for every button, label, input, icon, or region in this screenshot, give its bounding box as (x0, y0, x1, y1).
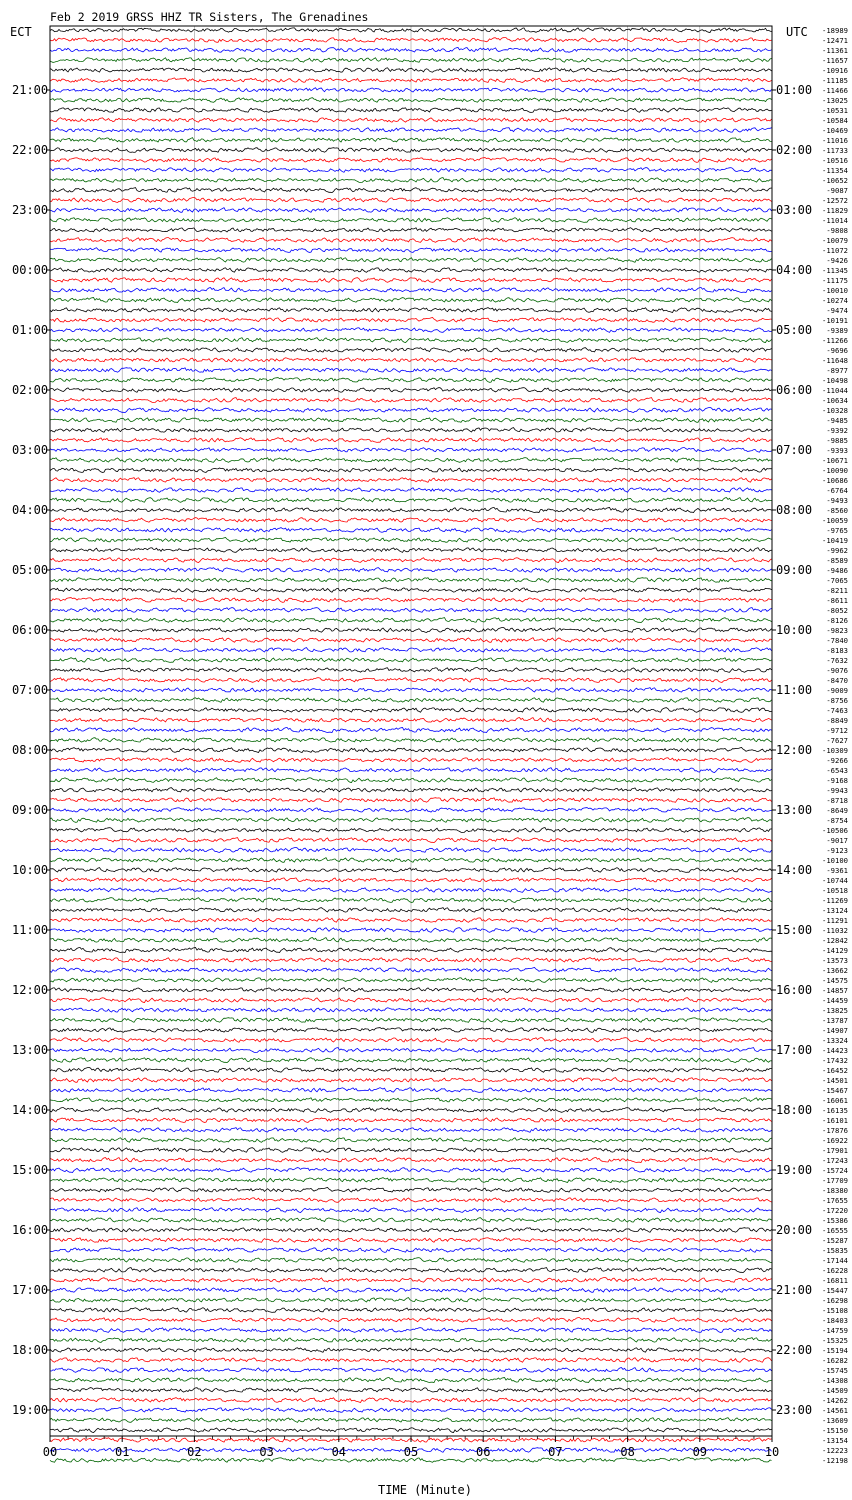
right-hour-axis (772, 83, 812, 1417)
trace-value-label: -11733 (822, 146, 848, 155)
left-hour-label: 16:00 (12, 1223, 49, 1237)
trace-value-label: -18380 (822, 1186, 848, 1195)
trace-value-label: -9087 (826, 186, 848, 195)
trace-value-label: -8470 (826, 676, 848, 685)
trace-value-label: -10419 (822, 536, 848, 545)
x-tick-label: 00 (42, 1445, 58, 1459)
trace-value-label: -10309 (822, 746, 848, 755)
trace-value-label: -9392 (826, 426, 848, 435)
left-hour-label: 17:00 (12, 1283, 49, 1297)
trace-value-label: -14308 (822, 1376, 848, 1385)
trace-value-label: -17220 (822, 1206, 848, 1215)
left-hour-label: 12:00 (12, 983, 49, 997)
trace-value-label: -10584 (822, 116, 848, 125)
trace-value-label: -15835 (822, 1246, 848, 1255)
trace-value-label: -14575 (822, 976, 848, 985)
right-hour-label: 02:00 (776, 143, 813, 157)
trace-value-label: -8211 (826, 586, 848, 595)
right-hour-label: 08:00 (776, 503, 813, 517)
trace-value-label: -13154 (822, 1436, 848, 1445)
trace-value-label: -16061 (822, 1096, 848, 1105)
right-hour-label: 03:00 (776, 203, 813, 217)
x-tick-label: 01 (114, 1445, 130, 1459)
x-tick-label: 09 (692, 1445, 708, 1459)
x-tick-label: 06 (475, 1445, 491, 1459)
trace-value-label: -10652 (822, 176, 848, 185)
trace-value-label: -9962 (826, 546, 848, 555)
trace-value-label: -15386 (822, 1216, 848, 1225)
right-hour-label: 14:00 (776, 863, 813, 877)
chart-title: Feb 2 2019 GRSS HHZ TR Sisters, The Grenadines (50, 10, 369, 24)
right-hour-label: 16:00 (776, 983, 813, 997)
trace-value-label: -9696 (826, 346, 848, 355)
right-hour-label: 07:00 (776, 443, 813, 457)
left-hour-label: 18:00 (12, 1343, 49, 1357)
trace-value-label: -10634 (822, 396, 848, 405)
trace-value-label: -6543 (826, 766, 848, 775)
trace-value-label: -16555 (822, 1226, 848, 1235)
right-hour-label: 01:00 (776, 83, 813, 97)
left-hour-label: 14:00 (12, 1103, 49, 1117)
trace-value-label: -9426 (826, 256, 848, 265)
trace-value-label: -15150 (822, 1426, 848, 1435)
trace-value-label: -15447 (822, 1286, 848, 1295)
right-hour-label: 04:00 (776, 263, 813, 277)
left-hour-label: 03:00 (12, 443, 49, 457)
trace-value-label: -17876 (822, 1126, 848, 1135)
trace-value-label: -10686 (822, 476, 848, 485)
trace-value-label: -15325 (822, 1336, 848, 1345)
trace-value-label: -11345 (822, 266, 848, 275)
trace-value-label: -8052 (826, 606, 848, 615)
trace-value-label: -8560 (826, 506, 848, 515)
trace-value-label: -13324 (822, 1036, 848, 1045)
x-tick-label: 02 (187, 1445, 202, 1459)
x-tick-label: 08 (620, 1445, 635, 1459)
trace-value-label: -8183 (826, 646, 848, 655)
trace-value-label: -8611 (826, 596, 848, 605)
trace-value-label: -10498 (822, 376, 848, 385)
trace-value-label: -12572 (822, 196, 848, 205)
trace-value-label: -9485 (826, 416, 848, 425)
trace-value-label: -9712 (826, 726, 848, 735)
trace-value-label: -14509 (822, 1386, 848, 1395)
left-hour-label: 08:00 (12, 743, 49, 757)
trace-value-label: -14759 (822, 1326, 848, 1335)
trace-value-label: -8754 (826, 816, 848, 825)
trace-value-label: -10010 (822, 286, 848, 295)
right-hour-label: 10:00 (776, 623, 813, 637)
right-hour-label: 21:00 (776, 1283, 813, 1297)
trace-value-label: -9943 (826, 786, 848, 795)
trace-value-label: -8126 (826, 616, 848, 625)
trace-value-label: -11829 (822, 206, 848, 215)
trace-value-label: -7840 (826, 636, 848, 645)
trace-value-label: -15194 (822, 1346, 848, 1355)
trace-value-label: -15745 (822, 1366, 848, 1375)
left-hour-label: 10:00 (12, 863, 49, 877)
trace-value-label: -16101 (822, 1116, 848, 1125)
trace-value-label: -10506 (822, 826, 848, 835)
trace-value-label: -16922 (822, 1136, 848, 1145)
trace-value-label: -9389 (826, 326, 848, 335)
trace-value-label: -14561 (822, 1406, 848, 1415)
right-hour-label: 19:00 (776, 1163, 813, 1177)
right-hour-label: 09:00 (776, 563, 813, 577)
trace-value-label: -10518 (822, 886, 848, 895)
trace-value-label: -10100 (822, 856, 848, 865)
left-hour-label: 19:00 (12, 1403, 49, 1417)
trace-value-label: -11657 (822, 56, 848, 65)
right-hour-label: 12:00 (776, 743, 813, 757)
trace-value-label: -17243 (822, 1156, 848, 1165)
trace-value-label: -16452 (822, 1066, 848, 1075)
trace-value-label: -9493 (826, 496, 848, 505)
trace-value-label: -11016 (822, 136, 848, 145)
right-hour-label: 23:00 (776, 1403, 813, 1417)
trace-value-label: -9823 (826, 626, 848, 635)
left-hour-label: 15:00 (12, 1163, 49, 1177)
left-timezone-label: ECT (10, 25, 32, 39)
trace-value-label: -10090 (822, 466, 848, 475)
x-tick-label: 04 (331, 1445, 347, 1459)
trace-value-label: -14459 (822, 996, 848, 1005)
trace-value-label: -10328 (822, 406, 848, 415)
trace-value-label: -7065 (826, 576, 848, 585)
trace-value-label: -11354 (822, 166, 848, 175)
trace-value-label: -9076 (826, 666, 848, 675)
trace-value-label: -11269 (822, 896, 848, 905)
trace-value-label: -15287 (822, 1236, 848, 1245)
trace-value-label: -17144 (822, 1256, 848, 1265)
trace-value-label: -14262 (822, 1396, 848, 1405)
left-hour-label: 09:00 (12, 803, 49, 817)
right-hour-label: 18:00 (776, 1103, 813, 1117)
x-tick-label: 10 (764, 1445, 780, 1459)
trace-value-label: -8977 (826, 366, 848, 375)
trace-value-label: -8756 (826, 696, 848, 705)
trace-value-label: -14501 (822, 1076, 848, 1085)
trace-value-label: -12223 (822, 1446, 848, 1455)
trace-value-label: -11014 (822, 216, 848, 225)
trace-value-label: -9808 (826, 226, 848, 235)
trace-value-label: -10516 (822, 156, 848, 165)
right-hour-label: 13:00 (776, 803, 813, 817)
trace-value-label: -11266 (822, 336, 848, 345)
right-hour-label: 17:00 (776, 1043, 813, 1057)
trace-value-label: -17901 (822, 1146, 848, 1155)
left-hour-label: 07:00 (12, 683, 49, 697)
trace-value-label: -10671 (822, 456, 848, 465)
trace-value-label: -14129 (822, 946, 848, 955)
trace-value-label: -8718 (826, 796, 848, 805)
left-hour-label: 11:00 (12, 923, 49, 937)
trace-value-label: -8849 (826, 716, 848, 725)
trace-value-label: -18989 (822, 26, 848, 35)
trace-value-label: -7463 (826, 706, 848, 715)
trace-value-label: -16228 (822, 1266, 848, 1275)
trace-value-label: -11032 (822, 926, 848, 935)
trace-value-label: -10469 (822, 126, 848, 135)
trace-value-label: -13573 (822, 956, 848, 965)
trace-value-label: -11466 (822, 86, 848, 95)
trace-value-label: -17655 (822, 1196, 848, 1205)
trace-value-label: -8589 (826, 556, 848, 565)
trace-value-label: -9123 (826, 846, 848, 855)
trace-value-label: -15108 (822, 1306, 848, 1315)
left-hour-label: 04:00 (12, 503, 49, 517)
trace-value-label: -10916 (822, 66, 848, 75)
x-tick-label: 07 (548, 1445, 563, 1459)
right-hour-label: 20:00 (776, 1223, 813, 1237)
trace-value-label: -13825 (822, 1006, 848, 1015)
trace-value-label: -13662 (822, 966, 848, 975)
x-tick-label: 03 (259, 1445, 274, 1459)
right-hour-label: 06:00 (776, 383, 813, 397)
right-hour-label: 11:00 (776, 683, 813, 697)
trace-value-label: -14907 (822, 1026, 848, 1035)
trace-value-label: -9474 (826, 306, 848, 315)
left-hour-label: 13:00 (12, 1043, 49, 1057)
trace-value-label: -16282 (822, 1356, 848, 1365)
trace-value-label: -7627 (826, 736, 848, 745)
trace-value-label: -9266 (826, 756, 848, 765)
trace-value-label: -18403 (822, 1316, 848, 1325)
left-hour-label: 06:00 (12, 623, 49, 637)
trace-value-label: -6764 (826, 486, 848, 495)
trace-value-label: -17709 (822, 1176, 848, 1185)
trace-value-label: -16135 (822, 1106, 848, 1115)
right-hour-label: 05:00 (776, 323, 813, 337)
left-hour-label: 05:00 (12, 563, 49, 577)
trace-value-label: -11648 (822, 356, 848, 365)
trace-value-label: -11291 (822, 916, 848, 925)
trace-value-label: -16298 (822, 1296, 848, 1305)
trace-value-label: -10059 (822, 516, 848, 525)
trace-value-label: -12198 (822, 1456, 848, 1465)
trace-value-label: -11361 (822, 46, 848, 55)
trace-value-label: -13025 (822, 96, 848, 105)
x-axis (43, 1436, 779, 1459)
trace-value-label: -12471 (822, 36, 848, 45)
trace-value-label: -14423 (822, 1046, 848, 1055)
trace-value-label: -8649 (826, 806, 848, 815)
x-axis-label: TIME (Minute) (378, 1483, 472, 1497)
trace-value-label: -10191 (822, 316, 848, 325)
trace-value-label: -12842 (822, 936, 848, 945)
trace-value-label: -10274 (822, 296, 848, 305)
trace-value-label: -11185 (822, 76, 848, 85)
trace-value-label: -9486 (826, 566, 848, 575)
x-tick-label: 05 (403, 1445, 419, 1459)
trace-value-label: -9393 (826, 446, 848, 455)
trace-value-label: -9765 (826, 526, 848, 535)
trace-value-label: -9009 (826, 686, 848, 695)
trace-value-axis (822, 26, 848, 1465)
trace-value-label: -13609 (822, 1416, 848, 1425)
trace-value-label: -10744 (822, 876, 848, 885)
left-hour-axis (12, 83, 50, 1417)
left-hour-label: 00:00 (12, 263, 49, 277)
trace-value-label: -13124 (822, 906, 848, 915)
trace-value-label: -10079 (822, 236, 848, 245)
trace-value-label: -9017 (826, 836, 848, 845)
trace-value-label: -9885 (826, 436, 848, 445)
trace-value-label: -9168 (826, 776, 848, 785)
trace-value-label: -11175 (822, 276, 848, 285)
trace-value-label: -11072 (822, 246, 848, 255)
trace-value-label: -14857 (822, 986, 848, 995)
left-hour-label: 23:00 (12, 203, 49, 217)
left-hour-label: 22:00 (12, 143, 49, 157)
left-hour-label: 21:00 (12, 83, 49, 97)
left-hour-label: 02:00 (12, 383, 49, 397)
right-hour-label: 15:00 (776, 923, 813, 937)
trace-value-label: -15467 (822, 1086, 848, 1095)
trace-value-label: -7632 (826, 656, 848, 665)
trace-value-label: -13787 (822, 1016, 848, 1025)
right-hour-label: 22:00 (776, 1343, 813, 1357)
trace-value-label: -16811 (822, 1276, 848, 1285)
trace-value-label: -15724 (822, 1166, 848, 1175)
trace-value-label: -17432 (822, 1056, 848, 1065)
left-hour-label: 01:00 (12, 323, 49, 337)
right-timezone-label: UTC (786, 25, 808, 39)
trace-value-label: -10531 (822, 106, 848, 115)
trace-value-label: -11044 (822, 386, 848, 395)
trace-value-label: -9361 (826, 866, 848, 875)
